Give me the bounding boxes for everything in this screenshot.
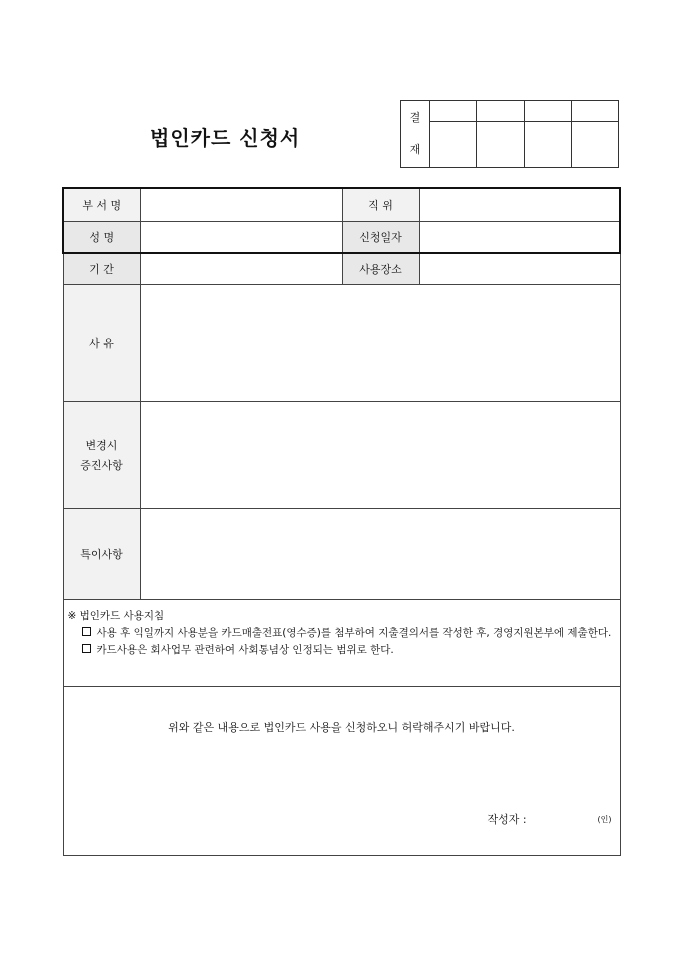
period-field[interactable] [140,253,342,285]
approval-label-top: 결 [409,111,421,124]
guideline-item [76,625,614,642]
approval-label [401,101,430,168]
guideline-text-1: 사용 후 익일까지 사용분을 카드매출전표(영수증)를 첨부하여 지출결의서를 작성한 후, 경영지원본부에 제출한다. [96,627,612,639]
period-label: 기 간 [63,253,140,285]
application-form [62,187,621,856]
approval-sign-cell-1[interactable] [430,122,477,168]
change-label-line2: 증진사항 [80,459,123,472]
approval-sign-cell-2[interactable] [477,122,524,168]
apply-date-field[interactable] [419,222,620,254]
approval-title-cell-1[interactable] [430,101,477,122]
guidelines-section [63,600,620,687]
approval-box [400,100,619,168]
guideline-text-2: 카드사용은 회사업무 관련하여 사회통념상 인정되는 범위로 한다. [96,644,394,656]
request-message: 위와 같은 내용으로 법인카드 사용을 신청하오니 허락해주시기 바랍니다. [168,721,515,734]
place-field[interactable] [419,253,620,285]
writer-label: 작성자 : [487,813,527,826]
reason-field[interactable] [140,285,620,402]
approval-sign-cell-3[interactable] [524,122,571,168]
change-label-line1: 변경시 [85,439,118,452]
approval-title-cell-4[interactable] [571,101,618,122]
department-field[interactable] [140,188,342,222]
place-label: 사용장소 [342,253,419,285]
page-title: 법인카드 신청서 [150,126,301,150]
name-field[interactable] [140,222,342,254]
seal-mark: (인) [597,815,612,824]
checkbox-icon [82,644,91,653]
apply-date-label: 신청일자 [342,222,419,254]
name-label: 성 명 [63,222,140,254]
change-field[interactable] [140,402,620,509]
department-label: 부 서 명 [63,188,140,222]
guidelines-heading: ※ 법인카드 사용지침 [67,610,165,622]
approval-label-bottom: 재 [409,143,421,156]
reason-label: 사 유 [63,285,140,402]
remarks-field[interactable] [140,509,620,600]
change-label [63,402,140,509]
checkbox-icon [82,627,91,636]
position-field[interactable] [419,188,620,222]
guideline-item [76,642,614,659]
approval-title-cell-3[interactable] [524,101,571,122]
request-section [63,687,620,856]
approval-sign-cell-4[interactable] [571,122,618,168]
remarks-label: 특이사항 [63,509,140,600]
approval-title-cell-2[interactable] [477,101,524,122]
position-label: 직 위 [342,188,419,222]
